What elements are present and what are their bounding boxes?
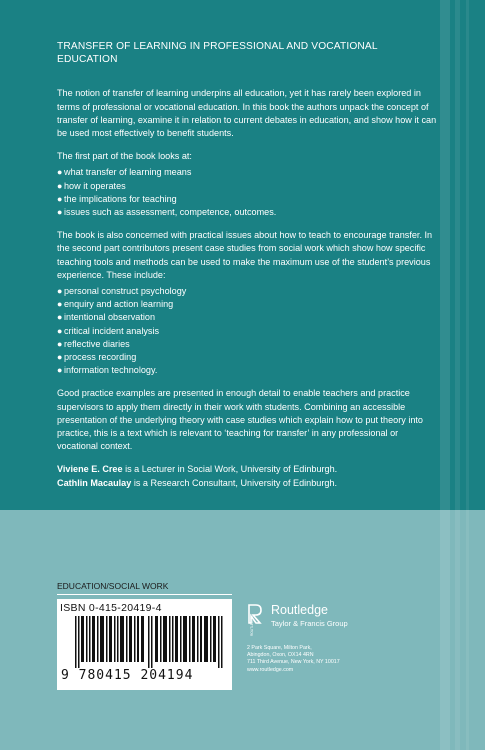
bullet-icon: ●: [57, 167, 63, 178]
list-item: ● critical incident analysis: [57, 325, 437, 338]
list-item: ● information technology.: [57, 364, 437, 377]
decorative-stripe: [466, 0, 469, 750]
bullet-icon: ●: [57, 193, 63, 204]
book-title: TRANSFER OF LEARNING IN PROFESSIONAL AND VOCATIONAL EDUCATION: [57, 41, 378, 66]
part1-list: [57, 166, 437, 219]
blurb: [57, 40, 437, 490]
author-name: Cathlin Macaulay: [57, 477, 132, 488]
svg-text:ROUTLEDGE: ROUTLEDGE: [250, 616, 254, 636]
bullet-icon: ●: [57, 286, 63, 297]
list-item: ● enquiry and action learning: [57, 298, 437, 311]
routledge-logo-icon: [247, 603, 263, 637]
decorative-stripe: [440, 0, 450, 750]
list-item: ● reflective diaries: [57, 338, 437, 351]
bullet-icon: ●: [57, 365, 63, 376]
part2-lead: The book is also concerned with practical issues about how to teach to encourage transfer. In the second part contributors present case studies from social work which show how specific teaching tools and methods can be used to make the maximum use of the student’s previous experience. These include:: [57, 230, 433, 280]
bullet-icon: ●: [57, 352, 63, 363]
barcode-digits: 9 780415 204194: [61, 668, 194, 683]
subject-category: EDUCATION/SOCIAL WORK: [57, 578, 232, 595]
list-item: ● what transfer of learning means: [57, 166, 437, 179]
decorative-stripe: [455, 0, 460, 750]
closing-paragraph: Good practice examples are presented in enough detail to enable teachers and practice supervisors to apply them directly in their work with students. Combining an accessible presentation of the underlying theory with case studies which explain how to put theory into practice, this is a text which is relevant to ‘teaching for transfer’ in any professional or vocational context.: [57, 388, 423, 452]
bullet-icon: ●: [57, 180, 63, 191]
list-item: ● the implications for teaching: [57, 193, 437, 206]
publisher-group: Taylor & Francis Group: [271, 619, 348, 628]
author-bios: [57, 463, 437, 489]
author-name: Viviene E. Cree: [57, 464, 123, 475]
publisher-name: Routledge: [271, 603, 328, 617]
list-item: ● personal construct psychology: [57, 285, 437, 298]
publisher-website: www.routledge.com: [247, 666, 294, 673]
publisher-address: 2 Park Square, Milton Park, Abingdon, Oxon, OX14 4RN 711 Third Avenue, New York, NY 10017 www.routledge.com: [247, 645, 340, 673]
author-bio: Cathlin Macaulay is a Research Consultant, University of Edinburgh.: [57, 477, 338, 488]
bullet-icon: ●: [57, 312, 63, 323]
part1-lead: The first part of the book looks at:: [57, 151, 192, 162]
isbn-label: ISBN 0-415-20419-4: [60, 602, 162, 614]
intro-paragraph: The notion of transfer of learning underpins all education, yet it has rarely been explored in terms of professional or vocational education. In this book the authors unpack the concept of transfer of learning, examine it in relation to current debates in education, and show how it can be used most effectively to benefit students.: [57, 88, 437, 139]
list-item: ● intentional observation: [57, 311, 437, 324]
bullet-icon: ●: [57, 299, 63, 310]
author-bio: Viviene E. Cree is a Lecturer in Social Work, University of Edinburgh.: [57, 464, 338, 475]
list-item: ● how it operates: [57, 180, 437, 193]
barcode-icon: [75, 616, 225, 668]
list-item: ● process recording: [57, 351, 437, 364]
bullet-icon: ●: [57, 325, 63, 336]
part2-list: [57, 285, 437, 377]
barcode-panel: [57, 599, 232, 690]
bullet-icon: ●: [57, 338, 63, 349]
bullet-icon: ●: [57, 207, 63, 218]
list-item: ● issues such as assessment, competence, outcomes.: [57, 206, 437, 219]
